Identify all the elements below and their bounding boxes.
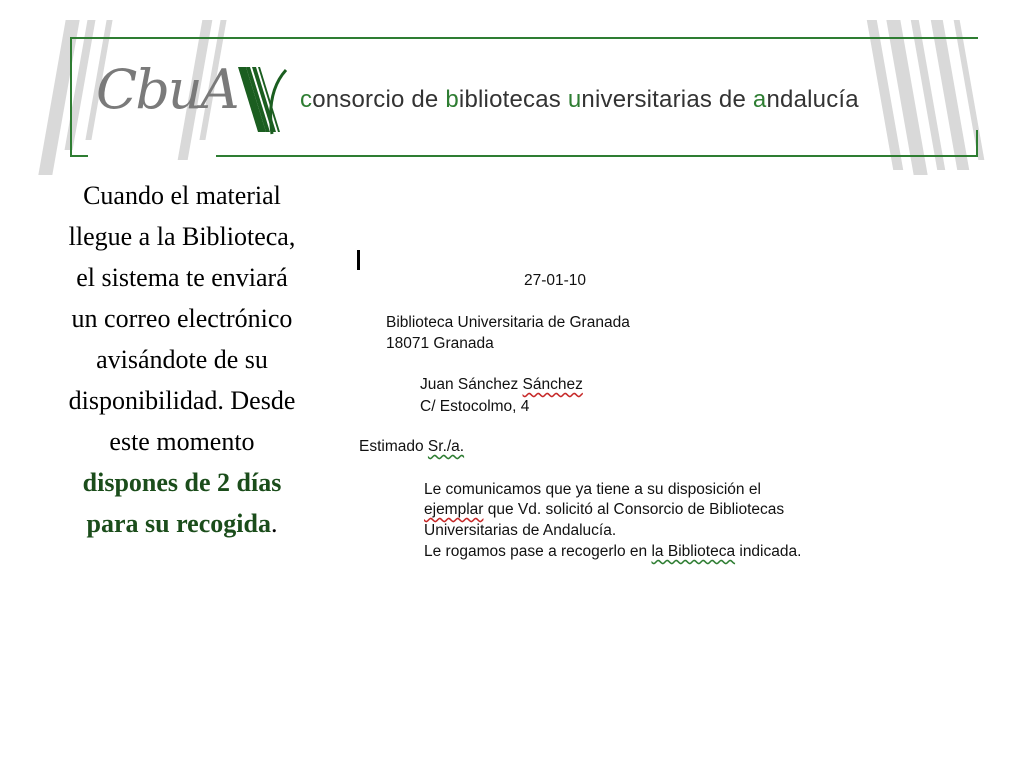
recipient-name-first: Juan Sánchez	[420, 376, 523, 393]
header-frame-right	[976, 130, 978, 157]
letter-library-postcode: 18071 Granada	[386, 335, 494, 352]
header-title-accent-letter: b	[445, 86, 459, 113]
letter-recipient-address: C/ Estocolmo, 4	[420, 398, 530, 415]
greeting-a: Estimado	[359, 438, 428, 455]
letter-greeting	[359, 438, 464, 456]
greeting-b: Sr./a.	[427, 438, 465, 455]
letter-library-name: Biblioteca Universitaria de Granada	[386, 314, 630, 331]
body-line-4-b: la Biblioteca	[651, 543, 736, 560]
explanation-normal: Cuando el material llegue a la Biblioteca, el sistema te enviará un correo electrónico avisándote de su disponibilidad. Desde este momento	[68, 181, 296, 456]
body-line-2-a: ejemplar	[424, 501, 484, 518]
explanation-end: .	[270, 509, 278, 538]
header-frame-bottom-left	[70, 155, 88, 157]
text-cursor	[357, 250, 360, 270]
body-line-4-a: Le rogamos pase a recogerlo en	[424, 543, 652, 560]
header-frame-top	[70, 37, 978, 39]
header-title	[300, 86, 859, 114]
explanation-text	[64, 175, 300, 544]
letter-body-line-3: Universitarias de Andalucía.	[424, 522, 617, 539]
header-frame-left	[70, 37, 72, 157]
header-title-accent-letter: u	[567, 86, 582, 113]
body-line-2-b: que Vd. solicitó al Consorcio de Bibliotecas	[483, 501, 785, 518]
letter-body-line-1: Le comunicamos que ya tiene a su disposición el	[424, 481, 761, 498]
header-title-segment: niversitarias de	[581, 86, 753, 113]
explanation-emphasis: dispones de 2 días para su recogida	[82, 468, 282, 538]
letter-date: 27-01-10	[524, 272, 587, 289]
recipient-name-last: Sánchez	[522, 376, 583, 393]
header-title-accent-letter: c	[300, 86, 313, 113]
header-title-segment: onsorcio de	[312, 86, 446, 113]
header-title-segment: ndalucía	[766, 86, 859, 113]
cbua-logo-text: CbuA	[96, 58, 238, 121]
body-line-4-c: indicada.	[735, 543, 802, 560]
letter-body-line-4	[424, 543, 801, 561]
letter-body-line-2	[424, 501, 784, 519]
letter-recipient-name	[420, 376, 583, 394]
header-title-accent-letter: a	[752, 86, 767, 113]
header-frame-bottom-right	[216, 155, 978, 157]
header-title-segment: ibliotecas	[458, 86, 568, 113]
